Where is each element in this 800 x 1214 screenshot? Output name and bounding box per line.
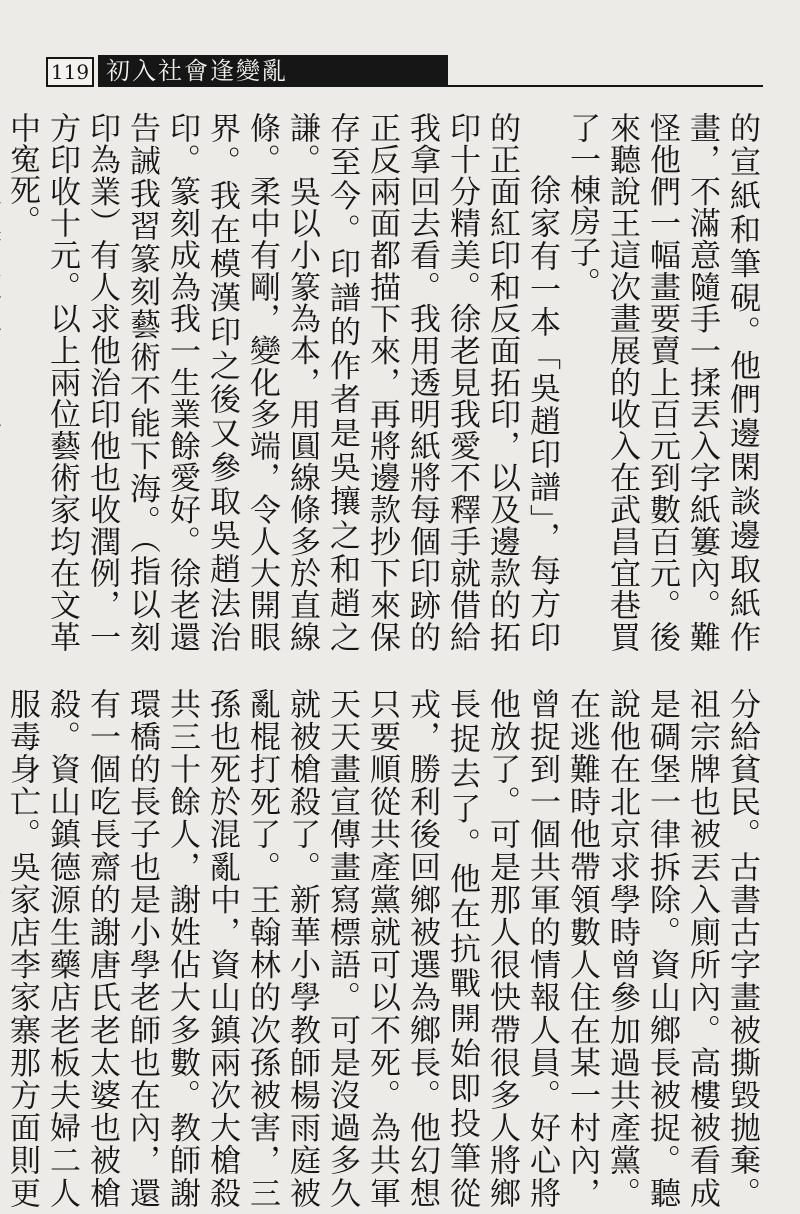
page-number: 119 — [46, 57, 94, 87]
chapter-title: 初入社會逢變亂 — [98, 55, 448, 87]
paragraph-upheaval — [0, 112, 2, 652]
paragraph-persecution: 分給貧民。古書古字畫被撕毀拋棄。祖宗牌也被丟入廁所內。高樓被看成是碉堡一律拆除。資山鄉長被捉。聽說他在北京求學時曾參加過共產黨。在逃難時他帶領數人住在某一村內，曾捉到一個共軍的情報人員。好心將他放了。可是那人很快帶很多人將鄉長捉去了。他在抗戰開始即投筆從戎，勝利後回鄉被選為鄉長。他幻想只要順從共產黨就可以不死。為共軍天天畫宣傳畫寫標語。可是沒過多久就被槍殺了。新華小學教師楊雨庭被亂棍打死了。王翰林的次孫被害，三孫也死於混亂中，資山鎮兩次大槍殺共三十餘人，謝姓佔大多數。教師謝環橋的長子也是小學老師也在內，還有一個吃長齋的謝唐氏老太婆也被槍殺。資山鎮德源生藥店老板夫婦二人服毒身亡。吳家店李家寨那方面則更 — [4, 688, 760, 1208]
text-block-lower — [4, 688, 762, 1208]
paragraph-seal-album: 徐家有一本「吳趙印譜」，每方印的正面紅印和反面拓印，以及邊款的拓印十分精美。徐老見我愛不釋手就借給我拿回去看。我用透明紙將每個印跡的正反兩面都描下來，再將邊款抄下來保存至今。印譜的作者是吳攘之和趙之謙。吳以小篆為本，用圓線條多於直線條。柔中有剛，變化多端，令人大開眼界。我在模漢印之後又參取吳趙法治印。篆刻成為我一生業餘愛好。徐老還告誡我習篆刻藝術不能下海。（指以刻印為業）有人求他治印他也收潤例，一方印收十元。以上兩位藝術家均在文革中寃死。 — [4, 112, 560, 652]
header-rule — [448, 85, 763, 87]
page-header — [0, 0, 800, 110]
paragraph-paintings: 的宣紙和筆硯。他們邊閑談邊取紙作畫，不滿意隨手一揉丟入字紙簍內。難怪他們一幅畫要賣上百元到數百元。後來聽說王這次畫展的收入在武昌宜巷買了一棟房子。 — [564, 112, 760, 652]
text-block-upper — [4, 112, 762, 652]
